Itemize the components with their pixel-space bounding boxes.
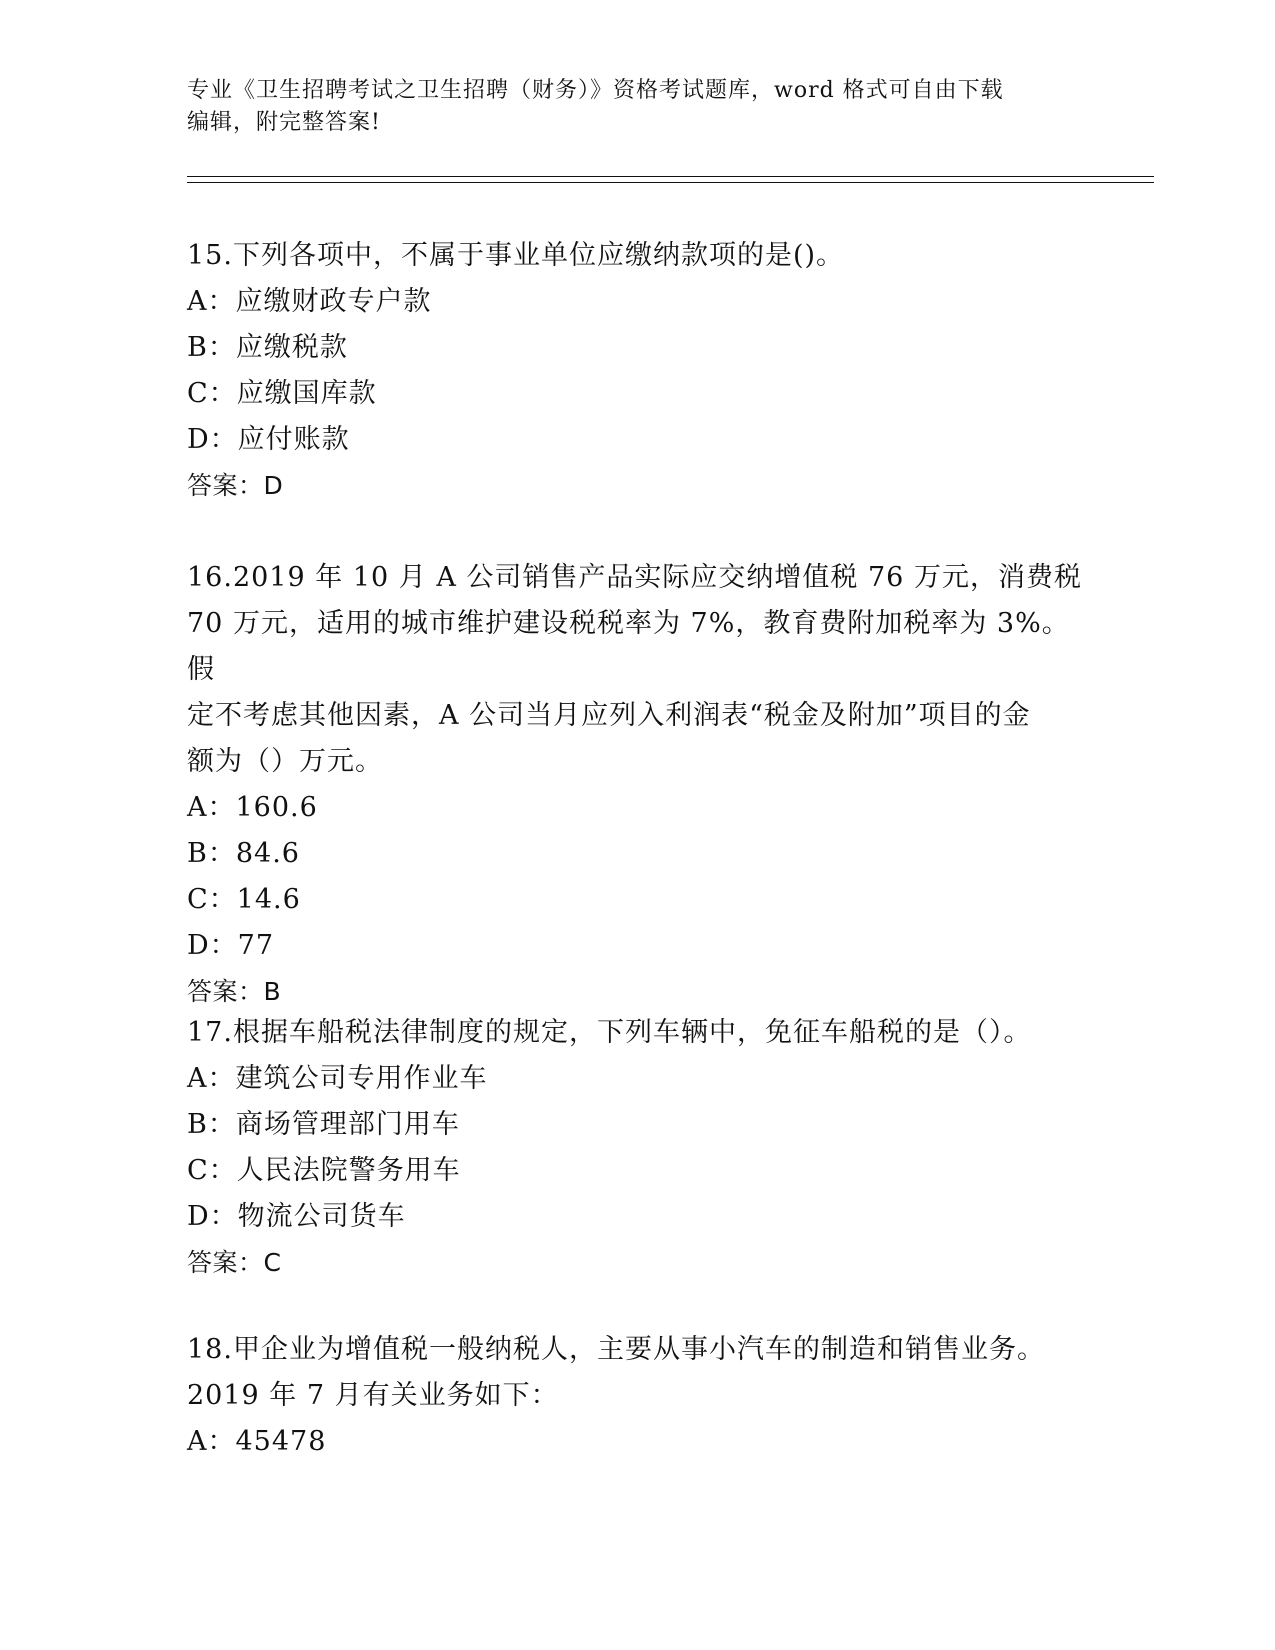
option-b: B：应缴税款 (187, 332, 348, 363)
header-divider-bottom (187, 182, 1154, 183)
question-stem-line-1: 16.2019 年 10 月 A 公司销售产品实际应交纳增值税 76 万元，消费税 (187, 562, 1082, 593)
question-17 (187, 1010, 1087, 1286)
question-16 (187, 555, 1087, 1015)
option-b: B：84.6 (187, 838, 300, 869)
option-d: D：应付账款 (187, 424, 350, 455)
option-c: C：人民法院警务用车 (187, 1155, 461, 1186)
document-header (187, 75, 1087, 139)
option-a: A：160.6 (187, 792, 318, 823)
option-d: D：77 (187, 930, 275, 961)
question-stem-line-2: 70 万元，适用的城市维护建设税税率为 7%，教育费附加税率为 3%。假 (187, 608, 1070, 685)
option-c: C：应缴国库款 (187, 378, 377, 409)
question-stem: 17.根据车船税法律制度的规定，下列车辆中，免征车船税的是（）。 (187, 1017, 1032, 1048)
header-line-1: 专业《卫生招聘考试之卫生招聘（财务）》资格考试题库，word 格式可自由下载 (187, 78, 1004, 103)
question-18 (187, 1327, 1087, 1465)
answer-line: 答案：B (187, 977, 282, 1006)
answer-line: 答案：D (187, 471, 284, 500)
option-a: A：建筑公司专用作业车 (187, 1063, 488, 1094)
option-b: B：商场管理部门用车 (187, 1109, 460, 1140)
question-stem-line-1: 18.甲企业为增值税一般纳税人，主要从事小汽车的制造和销售业务。 (187, 1334, 1045, 1365)
header-line-2: 编辑，附完整答案! (187, 110, 381, 135)
option-d: D：物流公司货车 (187, 1201, 406, 1232)
answer-line: 答案：C (187, 1248, 282, 1277)
question-stem: 15.下列各项中，不属于事业单位应缴纳款项的是()。 (187, 240, 845, 271)
header-divider-top (187, 176, 1154, 177)
option-c: C：14.6 (187, 884, 301, 915)
question-stem-line-4: 额为（）万元。 (187, 746, 383, 777)
option-a: A：应缴财政专户款 (187, 286, 432, 317)
option-a: A：45478 (187, 1426, 327, 1457)
question-15 (187, 233, 1087, 509)
question-stem-line-2: 2019 年 7 月有关业务如下： (187, 1380, 559, 1411)
question-stem-line-3: 定不考虑其他因素，A 公司当月应列入利润表“税金及附加”项目的金 (187, 700, 1031, 731)
